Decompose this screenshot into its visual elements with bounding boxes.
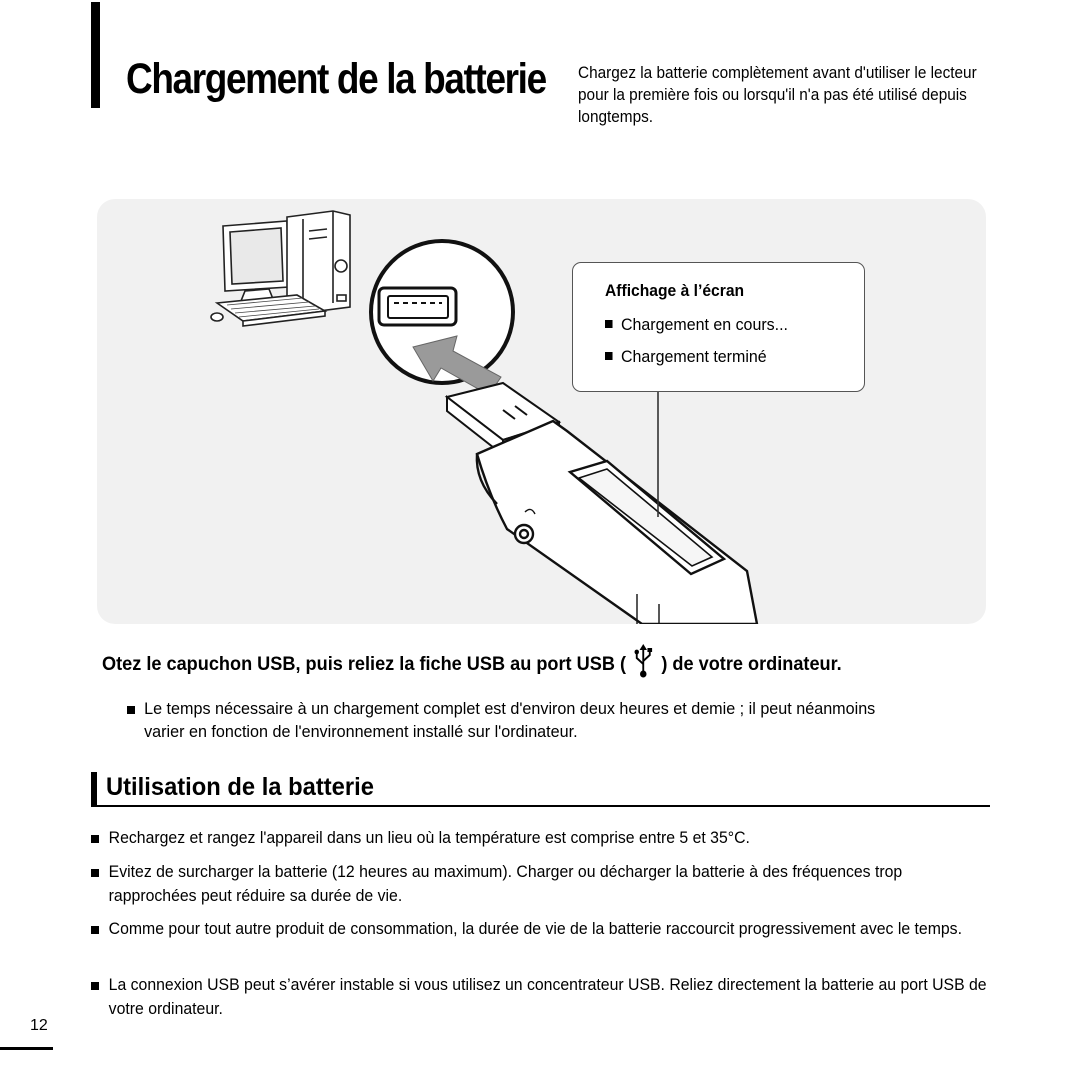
bullet-square-icon — [605, 320, 613, 328]
callout-item: Chargement terminé — [605, 347, 767, 367]
computer-icon — [211, 211, 350, 326]
page-number: 12 — [30, 1017, 48, 1034]
mp3-player — [477, 421, 757, 624]
list-item: Comme pour tout autre produit de consommation, la durée de vie de la batterie raccourcit progressivement avec le temps. — [91, 917, 991, 941]
section-divider — [91, 805, 990, 807]
charging-illustration — [97, 199, 986, 624]
section-title: Utilisation de la batterie — [106, 773, 374, 801]
callout-title: Affichage à l’écran — [605, 281, 745, 300]
list-item: La connexion USB peut s’avérer instable si vous utilisez un concentrateur USB. Reliez directement la batterie au port USB de votre ordinateur. — [91, 973, 991, 1021]
usb-icon — [633, 644, 653, 678]
page-number-rule — [0, 1047, 53, 1050]
charging-time-note: Le temps nécessaire à un chargement complet est d'environ deux heures et demie ; il peut néanmoins varier en fonction de l'environnement installé sur l'ordinateur. — [127, 697, 927, 743]
list-item: Evitez de surcharger la batterie (12 heures au maximum). Charger ou décharger la batterie à des fréquences trop rapprochées peut réduire sa durée de vie. — [91, 860, 991, 908]
intro-text: Chargez la batterie complètement avant d'utiliser le lecteur pour la première fois ou lorsqu'il n'a pas été utilisé depuis longtemps. — [578, 64, 977, 126]
callout-item: Chargement en cours... — [605, 315, 788, 335]
page-title: Chargement de la batterie — [126, 55, 546, 103]
bullet-square-icon — [605, 352, 613, 360]
screen-display-callout — [572, 262, 865, 392]
title-accent-bar — [91, 2, 100, 108]
usb-connect-instruction: Otez le capuchon USB, puis reliez la fiche USB au port USB ( ) de votre ordinateur. — [102, 652, 842, 678]
list-item: Rechargez et rangez l'appareil dans un lieu où la température est comprise entre 5 et 35°C. — [91, 826, 991, 850]
section-accent-bar — [91, 772, 97, 806]
